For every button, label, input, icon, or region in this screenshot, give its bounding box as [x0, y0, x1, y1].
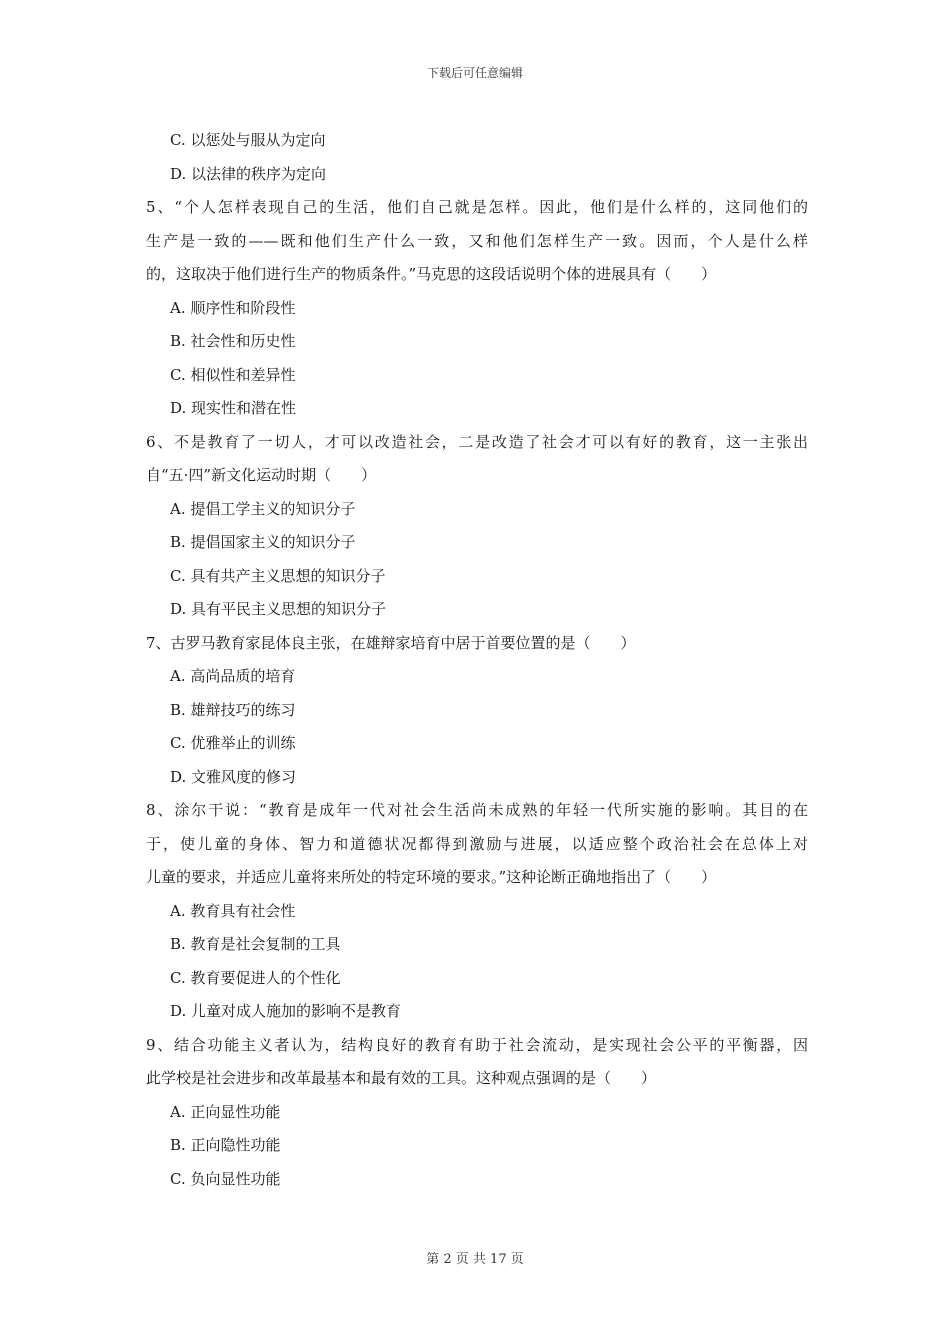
answer-option: C. 相似性和差异性	[170, 365, 296, 384]
answer-option: B. 正向隐性功能	[170, 1136, 281, 1154]
document-body	[146, 124, 808, 1196]
answer-option: B. 雄辩技巧的练习	[170, 700, 296, 719]
answer-option: A. 教育具有社会性	[170, 901, 296, 920]
answer-option: C. 负向显性功能	[170, 1169, 281, 1188]
question-text: 5、“个人怎样表现自己的生活，他们自己就是怎样。因此，他们是什么样的，这同他们的	[146, 198, 808, 216]
answer-option: C. 优雅举止的训练	[170, 734, 296, 752]
question-text: 6、不是教育了一切人，才可以改造社会，二是改造了社会才可以有好的教育，这一主张出	[146, 432, 808, 451]
question-block	[146, 794, 808, 1029]
answer-option: D. 现实性和潜在性	[170, 399, 297, 417]
question-text: 的，这取决于他们进行生产的物质条件。”马克思的这段话说明个体的进展具有（ ）	[146, 265, 717, 283]
answer-option: B. 提倡国家主义的知识分子	[170, 533, 356, 551]
answer-option: C. 具有共产主义思想的知识分子	[170, 566, 386, 585]
question-text: 9、结合功能主义者认为，结构良好的教育有助于社会流动，是实现社会公平的平衡器，因	[146, 1035, 808, 1054]
question-text: 于，使儿童的身体、智力和道德状况都得到激励与进展，以适应整个政治社会在总体上对	[146, 834, 808, 853]
answer-option: B. 社会性和历史性	[170, 332, 296, 350]
answer-option: B. 教育是社会复制的工具	[170, 935, 341, 953]
question-block	[146, 191, 808, 426]
question-text: 生产是一致的——既和他们生产什么一致，又和他们怎样生产一致。因而，个人是什么样	[146, 231, 808, 250]
answer-option: A. 顺序性和阶段性	[170, 298, 296, 317]
answer-option: D. 以法律的秩序为定向	[170, 164, 327, 183]
question-block	[146, 426, 808, 627]
answer-option: D. 儿童对成人施加的影响不是教育	[170, 1002, 402, 1020]
page-footer: 第 2 页 共 17 页	[426, 1252, 524, 1267]
question-text: 自“五·四”新文化运动时期（ ）	[146, 466, 377, 484]
answer-option: D. 文雅风度的修习	[170, 767, 297, 786]
question-block	[146, 1029, 808, 1197]
answer-option: D. 具有平民主义思想的知识分子	[170, 600, 387, 618]
answer-option: A. 正向显性功能	[170, 1102, 281, 1121]
answer-option: C. 以惩处与服从为定向	[170, 131, 326, 149]
question-text: 儿童的要求，并适应儿童将来所处的特定环境的要求。”这种论断正确地指出了（ ）	[146, 868, 717, 886]
question-text: 此学校是社会进步和改革最基本和最有效的工具。这种观点强调的是（ ）	[146, 1069, 657, 1087]
answer-option: C. 教育要促进人的个性化	[170, 968, 341, 987]
page-header: 下载后可任意编辑	[426, 66, 523, 80]
question-block	[146, 627, 808, 795]
question-block	[146, 124, 808, 191]
answer-option: A. 提倡工学主义的知识分子	[170, 499, 356, 518]
question-text: 7、古罗马教育家昆体良主张，在雄辩家培育中居于首要位置的是（ ）	[146, 633, 636, 652]
question-text: 8、涂尔干说：“教育是成年一代对社会生活尚未成熟的年轻一代所实施的影响。其目的在	[146, 801, 808, 819]
answer-option: A. 高尚品质的培育	[170, 667, 296, 685]
